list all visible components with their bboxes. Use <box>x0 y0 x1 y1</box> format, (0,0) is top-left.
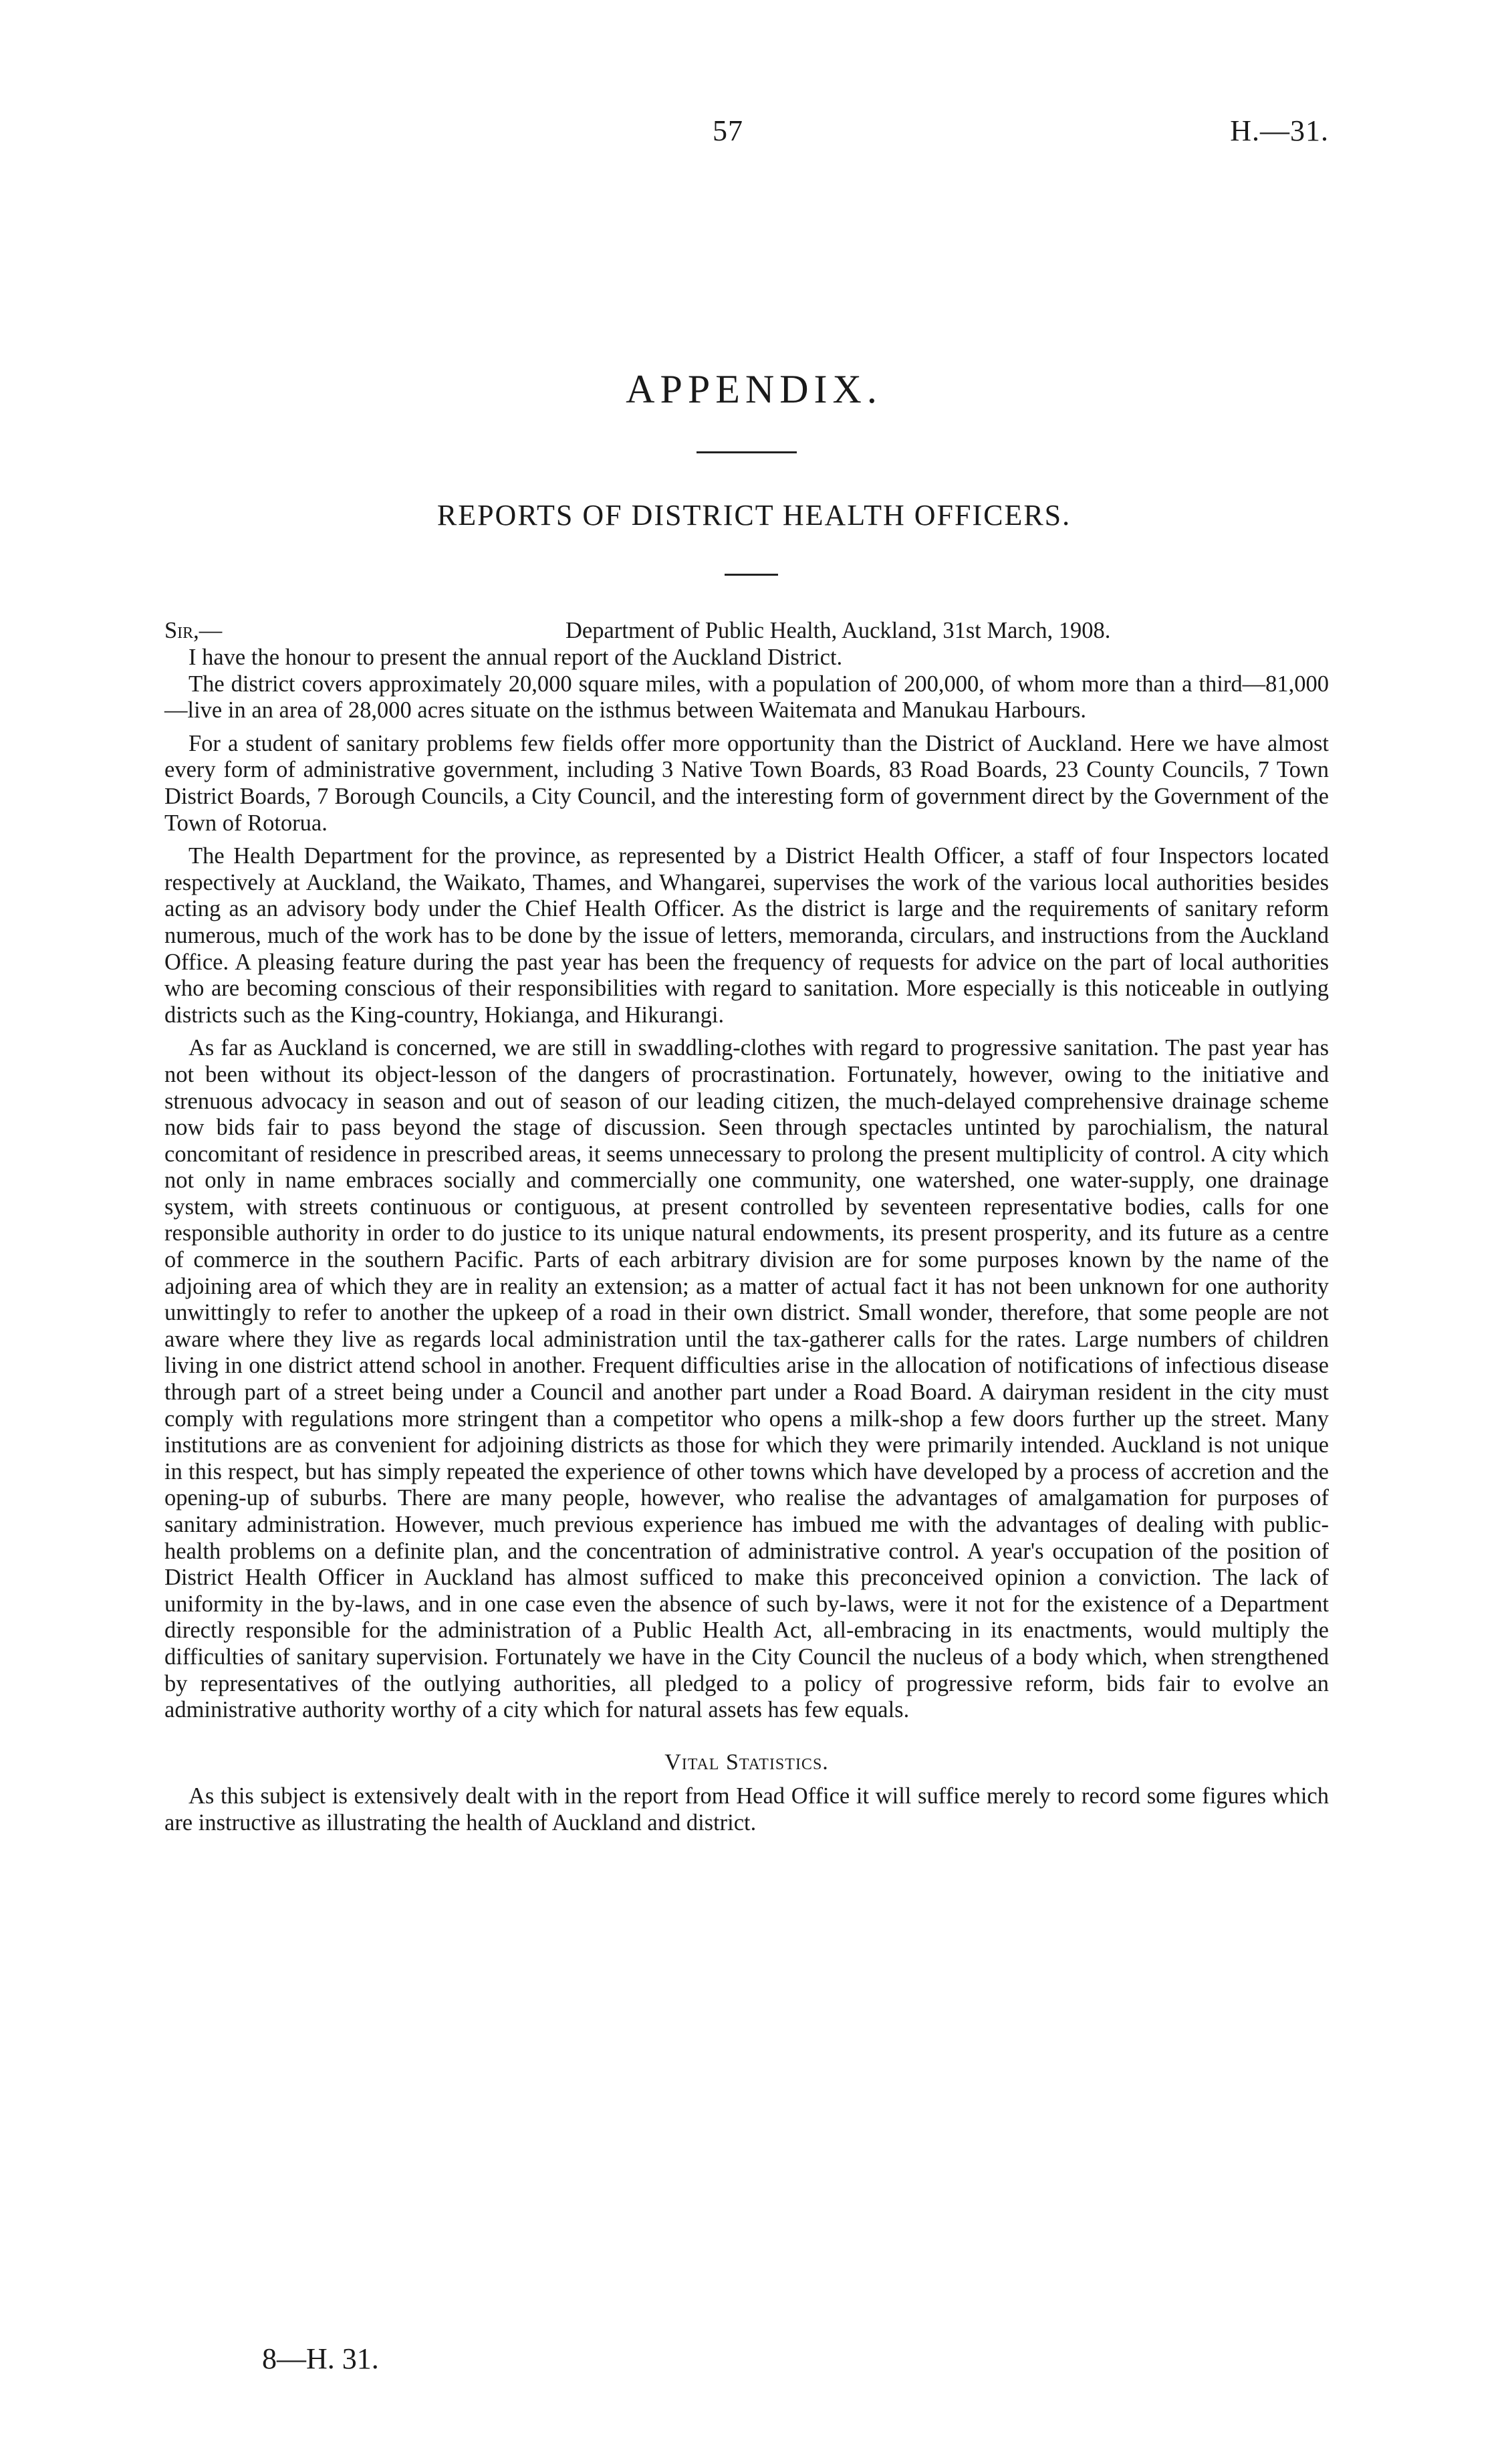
paragraph: The district covers approximately 20,000 square miles, with a population of 200,000, of whom more than a third—81,000—live in an area of 28,000 acres situate on the isthmus between Waitemata and Manukau Harbours. <box>164 671 1329 723</box>
report-body <box>164 618 1329 1837</box>
page-number: 57 <box>713 114 743 147</box>
letter-opening <box>164 618 1329 645</box>
page-subtitle: REPORTS OF DISTRICT HEALTH OFFICERS. <box>436 499 1072 532</box>
paragraph: As far as Auckland is concerned, we are still in swaddling-clothes with regard to progressive sanitation. The past year has not been without its object-lesson of the dangers of procrastination. Fortunately, however, owing to the initiative and strenuous advocacy in season and out of season of our leading citizen, the much-delayed comprehensive drainage scheme now bids fair to pass beyond the stage of discussion. Seen through spectacles untinted by parochialism, the natural concomitant of residence in prescribed areas, it seems unnecessary to prolong the present multiplicity of control. A city which not only in name embraces socially and commercially one community, one watershed, one water-supply, one drainage system, with streets continuous or contiguous, at present controlled by seventeen representative bodies, calls for one responsible authority in order to do justice to its unique natural endowments, its present prosperity, and its future as a centre of commerce in the southern Pacific. Parts of each arbitrary division are for some purposes known by the name of the adjoining area of which they are in reality an extension; as a matter of actual fact it has not been unknown for one authority unwittingly to refer to another the upkeep of a road in their own district. Small wonder, therefore, that some people are not aware where they live as regards local administration until the tax-gatherer calls for the rates. Large numbers of children living in one district attend school in another. Frequent difficulties arise in the allocation of notifications of infectious disease through part of a street being under a Council and another part under a Road Board. A dairyman resident in the city must comply with regulations more stringent than a competitor who opens a milk-shop a few doors further up the street. Many institutions are as convenient for adjoining districts as those for which they were primarily intended. Auckland is not unique in this respect, but has simply repeated the experience of other towns which have developed by a process of accretion and the opening-up of suburbs. There are many people, however, who realise the advantages of amalgamation for purposes of sanitary administration. However, much previous experience has imbued me with the advantages of dealing with public-health problems on a definite plan, and the concentration of administrative control. A year's occupation of the position of District Health Officer in Auckland has almost sufficed to make this preconceived opinion a conviction. The lack of uniformity in the by-laws, and in one case even the absence of such by-laws, were it not for the existence of a Department directly responsible for the administration of a Public Health Act, all-embracing in its enactments, would multiply the difficulties of sanitary supervision. Fortunately we have in the City Council the nucleus of a body which, when strengthened by representatives of the outlying authorities, all pledged to a policy of progressive reform, bids fair to evolve an administrative authority worthy of a city which for natural assets has few equals. <box>164 1035 1329 1723</box>
page-title: APPENDIX. <box>626 367 882 411</box>
section-heading-vital-statistics: Vital Statistics. <box>664 1749 829 1775</box>
dateline: Department of Public Health, Auckland, 31st March, 1908. <box>566 618 1111 643</box>
document-reference: H.—31. <box>1230 114 1329 147</box>
title-divider <box>697 451 797 453</box>
paragraph: The Health Department for the province, as represented by a District Health Officer, a staff of four Inspectors located respectively at Auckland, the Waikato, Thames, and Whangarei, supervises the work of the various local authorities besides acting as an advisory body under the Chief Health Officer. As the district is large and the requirements of sanitary reform numerous, much of the work has to be done by the issue of letters, memoranda, circulars, and instructions from the Auckland Office. A pleasing feature during the past year has been the frequency of requests for advice on the part of local authorities who are becoming conscious of their responsibilities with regard to sanitation. More especially is this noticeable in outlying districts such as the King-country, Hokianga, and Hikurangi. <box>164 843 1329 1028</box>
paragraph: For a student of sanitary problems few fields offer more opportunity than the District of Auckland. Here we have almost every form of administrative government, including 3 Native Town Boards, 83 Road Boards, 23 County Councils, 7 Town District Boards, 7 Borough Councils, a City Council, and the interesting form of government direct by the Government of the Town of Rotorua. <box>164 730 1329 836</box>
subtitle-divider <box>725 574 778 576</box>
salutation: Sir,— <box>164 618 223 643</box>
paragraph: As this subject is extensively dealt with in the report from Head Office it will suffice merely to record some figures which are instructive as illustrating the health of Auckland and district. <box>164 1783 1329 1835</box>
sheet-mark: 8—H. 31. <box>262 2342 379 2375</box>
paragraph: I have the honour to present the annual report of the Auckland District. <box>188 645 843 670</box>
